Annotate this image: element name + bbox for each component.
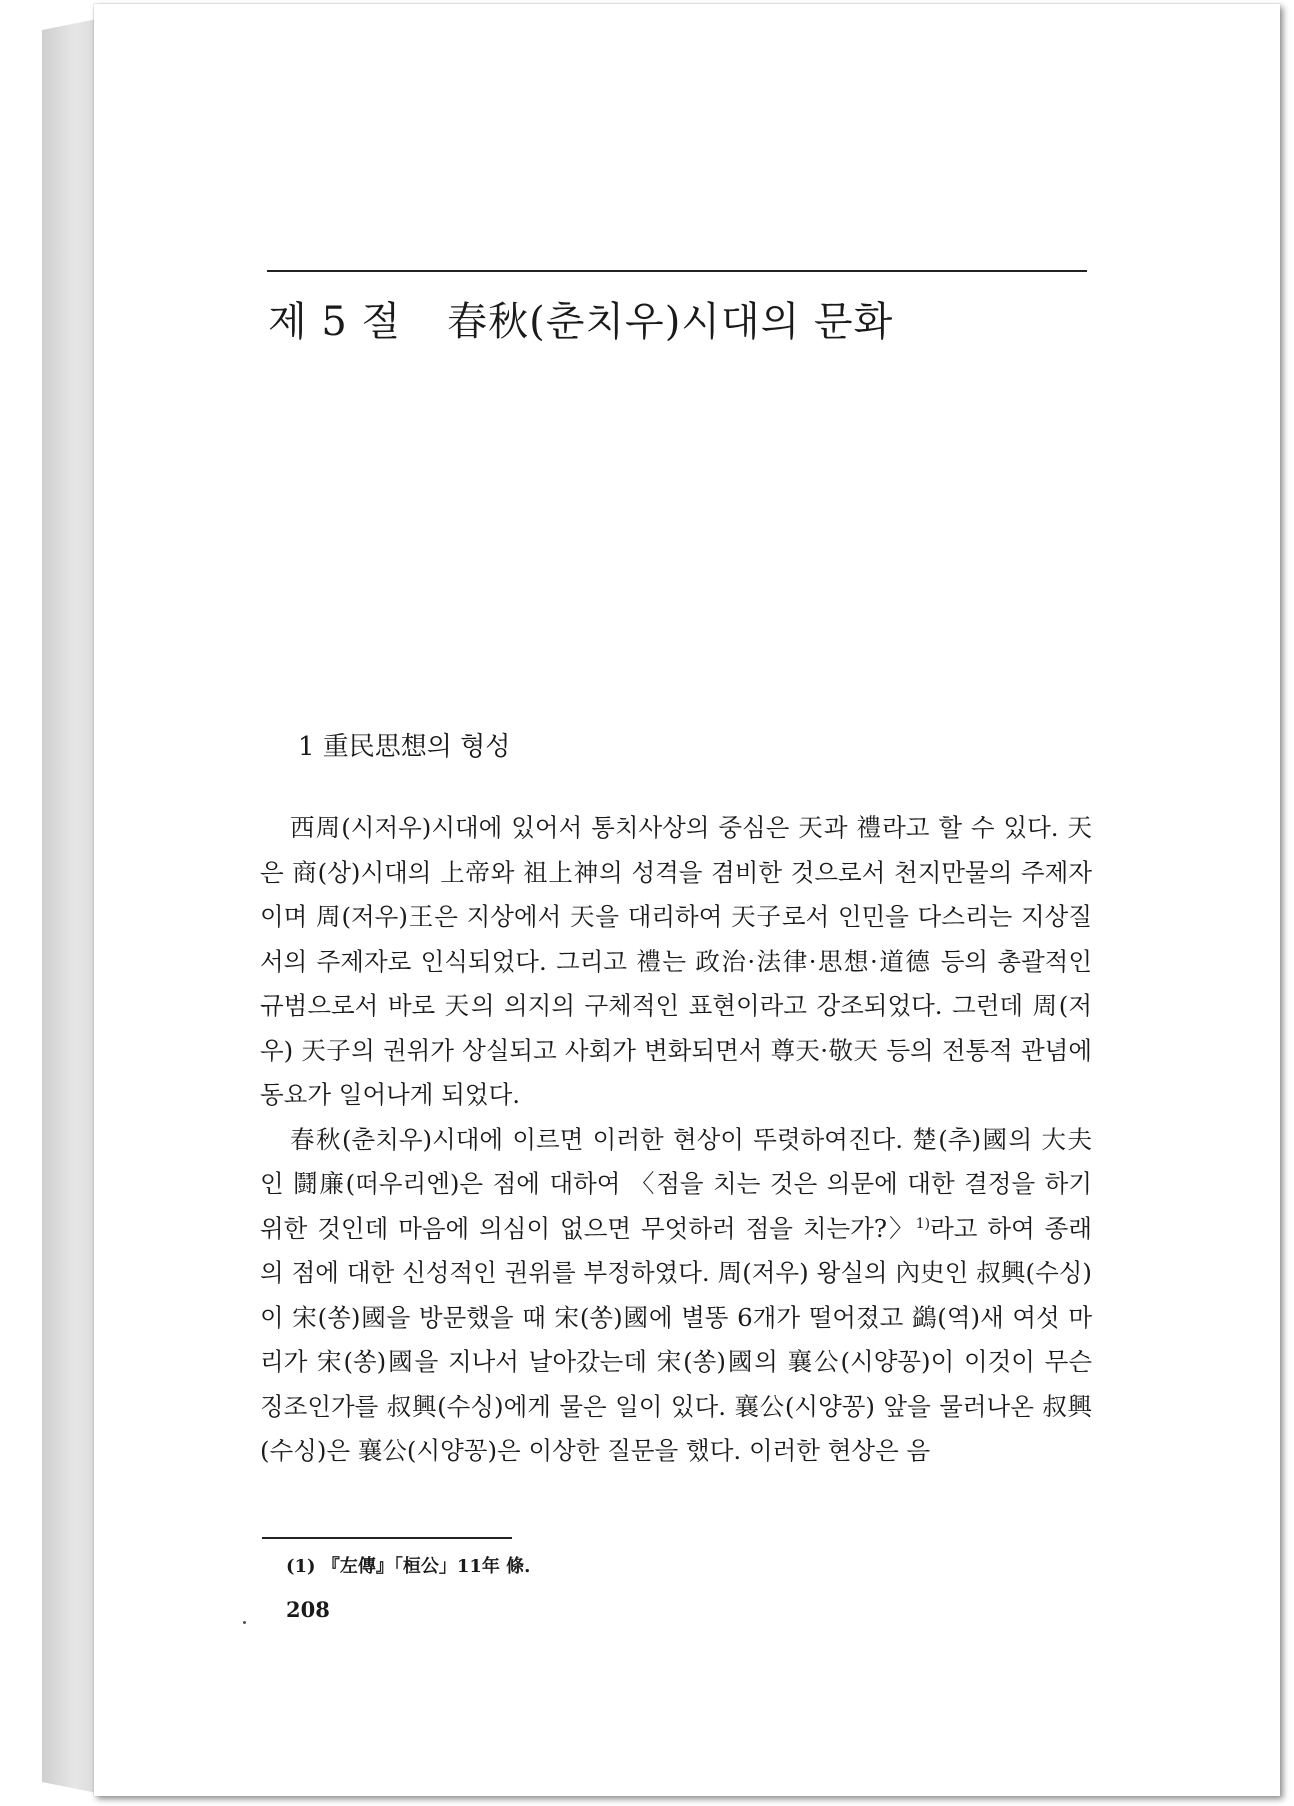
paragraph-2-before: 春秋(춘치우)시대에 이르면 이러한 현상이 뚜렷하여진다. 楚(추)國의 大夫인 鬪廉(떠우리엔)은 점에 대하여 〈점을 치는 것은 의문에 대한 결정을 하기 위한 것인데 마음에 의심이 없으면 무엇하러 점을 치는가?〉 [260, 1124, 1092, 1243]
paragraph-2 [260, 1118, 1092, 1474]
footnote: (1) 『左傳』「桓公」11年 條. [286, 1556, 531, 1577]
chapter-title [268, 290, 893, 347]
footnote-reference: 1) [915, 1215, 931, 1232]
section-heading: 1 重民思想의 형성 [298, 732, 511, 762]
book-spine [42, 18, 102, 1794]
paragraph-1: 西周(시저우)시대에 있어서 통치사상의 중심은 天과 禮라고 할 수 있다. 天은 商(상)시대의 上帝와 祖上神의 성격을 겸비한 것으로서 천지만물의 주제자이며 周(저우)王은 지상에서 天을 대리하여 天子로서 인민을 다스리는 지상질서의 주제자로 인식되었다. 그리고 禮는 政治·法律·思想·道德 등의 총괄적인 규범으로서 바로 天의 의지의 구체적인 표현이라고 강조되었다. 그런데 周(저우) 天子의 권위가 상실되고 사회가 변화되면서 尊天·敬天 등의 전통적 관념에 동요가 일어나게 되었다. [260, 813, 1092, 1109]
paragraph-2-after: 라고 하여 종래의 점에 대한 신성적인 권위를 부정하였다. 周(저우) 왕실의 內史인 叔興(수싱)이 宋(쏭)國을 방문했을 때 宋(쏭)國에 별똥 6개가 떨어졌고 鷁(역)새 여섯 마리가 宋(쏭)國을 지나서 날아갔는데 宋(쏭)國의 襄公(시양꽁)이 이것이 무슨 징조인가를 叔興(수싱)에게 물은 일이 있다. 襄公(시양꽁) 앞을 물러나온 叔興(수싱)은 襄公(시양꽁)은 이상한 질문을 했다. 이러한 현상은 음 [260, 1213, 1093, 1465]
chapter-title-text: 春秋(춘치우)시대의 문화 [447, 299, 894, 345]
chapter-rule [267, 270, 1087, 272]
chapter-label: 제 5 절 [268, 299, 402, 345]
page-number: 208 [286, 1597, 330, 1622]
footnote-rule [262, 1537, 512, 1539]
body-text [260, 806, 1092, 1474]
print-speck [243, 1621, 246, 1624]
